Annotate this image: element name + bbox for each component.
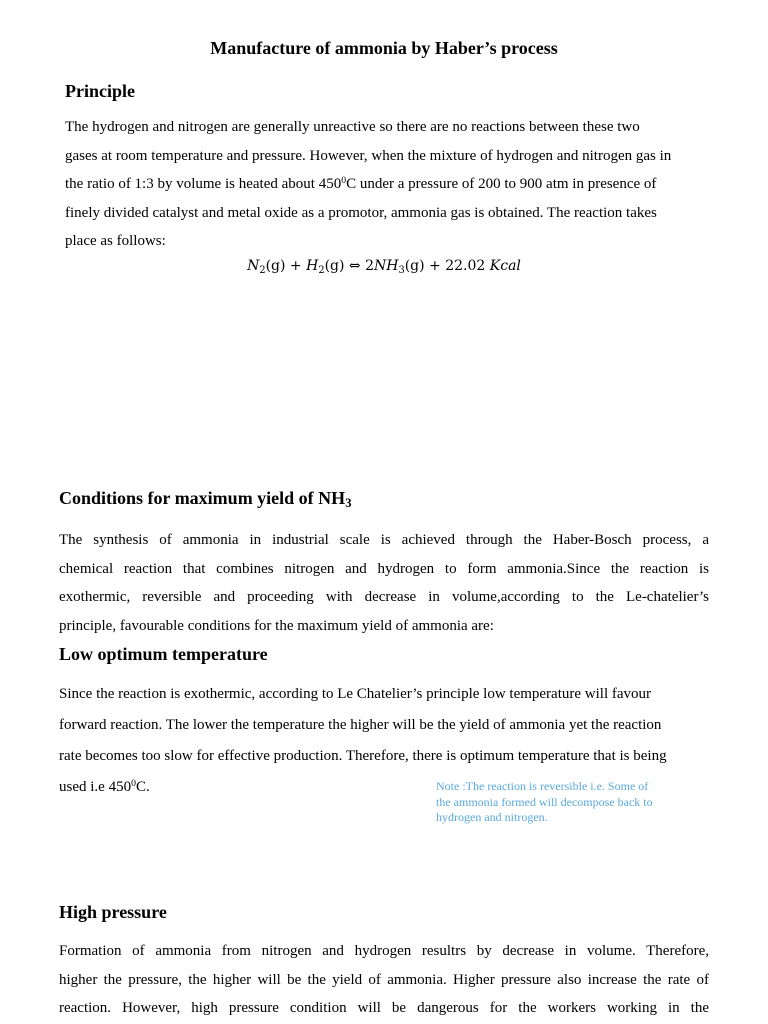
paragraph-line: The synthesis of ammonia in industrial scale is achieved through the Haber-Bosch process, a — [59, 532, 709, 548]
paragraph-line: used i.e $450^0C$. — [59, 778, 150, 795]
page-title: Manufacture of ammonia by Haber’s process — [210, 38, 558, 58]
principle-paragraph — [65, 113, 705, 256]
paragraph-line: rate becomes too slow for effective production. Therefore, there is optimum temperature that is being — [59, 748, 667, 764]
paragraph-line: forward reaction. The lower the temperature the higher will be the yield of ammonia yet the reaction — [59, 717, 662, 733]
paragraph-line: principle, favourable conditions for the maximum yield of ammonia are: — [59, 617, 494, 634]
paragraph-line: The hydrogen and nitrogen are generally unreactive so there are no reactions between these two — [65, 119, 640, 135]
high-pressure-paragraph — [59, 937, 709, 1023]
low-temp-heading: Low optimum temperature — [59, 644, 268, 664]
paragraph-line: reaction. However, high pressure condition will be dangerous for the workers working in the — [59, 1000, 709, 1016]
paragraph-line: place as follows: — [65, 233, 166, 249]
paragraph-line: the ratio of 1:3 by volume is heated about $450^0C$ under a pressure of 200 to 900 atm in presence of — [65, 175, 657, 192]
note-annotation — [436, 779, 686, 826]
principle-heading: Principle — [65, 81, 135, 101]
paragraph-line: higher the pressure, the higher will be the yield of ammonia. Higher pressure also increase the rate of — [59, 971, 709, 988]
note-line: Note :The reaction is reversible i.e. Some of — [436, 779, 649, 793]
paragraph-line: Formation of ammonia from nitrogen and hydrogen resultrs by decrease in volume. Therefore, — [59, 943, 709, 959]
paragraph-line: gases at room temperature and pressure. However, when the mixture of hydrogen and nitrogen gas in — [65, 147, 672, 164]
paragraph-line: finely divided catalyst and metal oxide as a promotor, ammonia gas is obtained. The reaction takes — [65, 204, 657, 221]
paragraph-line: exothermic, reversible and proceeding with decrease in volume,according to the Le-chatelier’s — [59, 589, 709, 605]
conditions-heading: Conditions for maximum yield of $NH_3$ — [59, 488, 352, 510]
high-pressure-heading: High pressure — [59, 902, 167, 922]
paragraph-line: Since the reaction is exothermic, according to Le Chatelier’s principle low temperature will favour — [59, 686, 652, 702]
note-line: hydrogen and nitrogen. — [436, 810, 548, 824]
note-line: the ammonia formed will decompose back to — [436, 794, 653, 809]
paragraph-line: chemical reaction that combines nitrogen and hydrogen to form ammonia.Since the reaction is — [59, 560, 709, 577]
conditions-paragraph — [59, 526, 709, 640]
reaction-equation: $N_2(g) + H_2(g)$ ⇔ $2NH_3(g) + 22.02$ Kcal — [247, 258, 521, 276]
